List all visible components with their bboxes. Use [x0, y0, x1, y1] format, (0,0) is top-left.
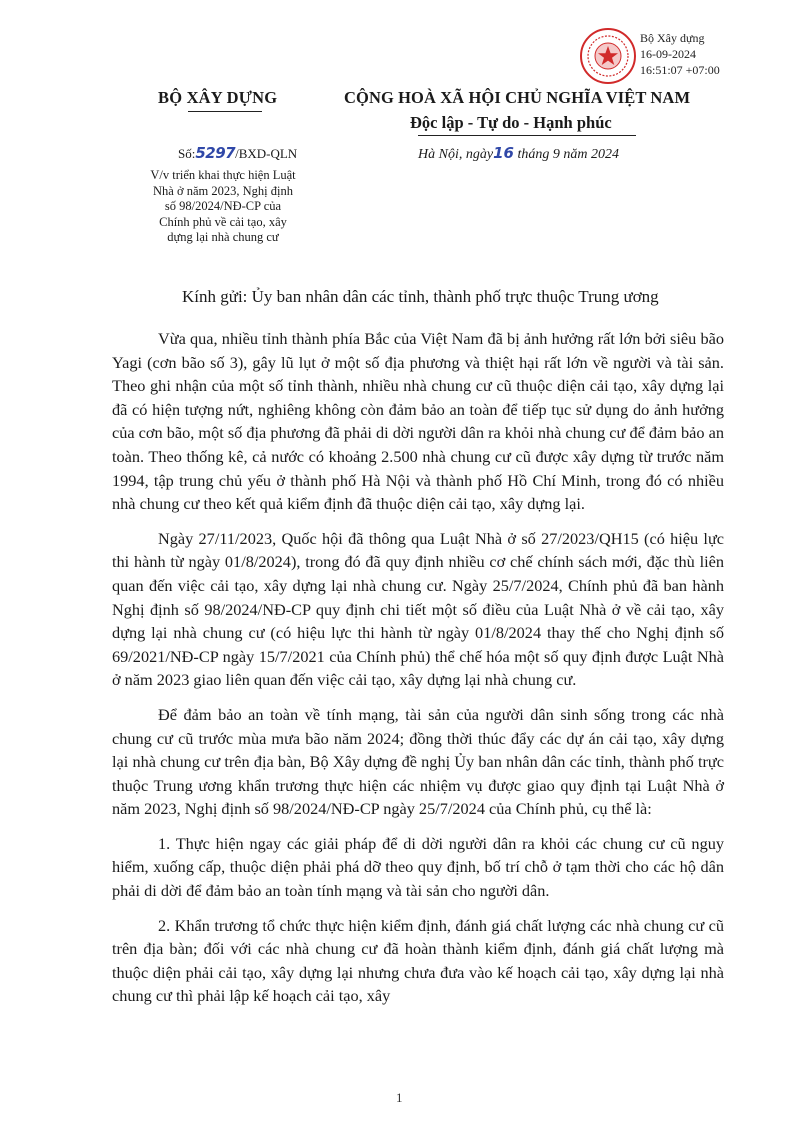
body-paragraph: 2. Khẩn trương tổ chức thực hiện kiểm định, đánh giá chất lượng các nhà chung cư cũ trên địa bàn; đối với các nhà chung cư đã hoàn thành kiểm định, đánh giá chất lượng mà thuộc diện phải cải tạo, xây dựng lại nhưng chưa đưa vào kế hoạch cải tạo, xây dựng lại nhà chung cư thì phải lập kế hoạch cải tạo, xây [112, 915, 724, 1006]
salutation: Kính gửi: Ủy ban nhân dân các tỉnh, thành phố trực thuộc Trung ương [182, 287, 659, 306]
signature-time: 16:51:07 +07:00 [640, 63, 720, 77]
issuing-organization: BỘ XÂY DỰNG [158, 88, 278, 107]
org-underline [188, 111, 262, 112]
signature-date: 16-09-2024 [640, 47, 696, 61]
digital-signature [640, 30, 720, 78]
doc-number-prefix: Số: [178, 146, 196, 161]
national-title: CỘNG HOÀ XÃ HỘI CHỦ NGHĨA VIỆT NAM [344, 88, 691, 107]
signature-name: Bộ Xây dựng [640, 31, 705, 45]
page-number: 1 [396, 1090, 403, 1105]
place-and-date [418, 144, 619, 163]
doc-number-suffix: /BXD-QLN [235, 146, 298, 161]
place-day-handwritten: 16 [493, 144, 514, 162]
place-suffix: tháng 9 năm 2024 [517, 147, 619, 162]
document-subject: V/v triển khai thực hiện Luật Nhà ở năm 2023, Nghị định số 98/2024/NĐ-CP của Chính phủ về cải tạo, xây dựng lại nhà chung cư [150, 168, 296, 244]
document-number [178, 144, 297, 162]
body-paragraph: Vừa qua, nhiều tỉnh thành phía Bắc của Việt Nam đã bị ảnh hưởng rất lớn bởi siêu bão Yagi (cơn bão số 3), gây lũ lụt ở một số địa phương và thiệt hại rất lớn về người và tài sản. Theo ghi nhận của một số tỉnh thành, nhiều nhà chung cư cũ thuộc diện cải tạo, xây dựng lại đã có hiện tượng nứt, nghiêng không còn đảm bảo an toàn để tiếp tục sử dụng do ảnh hưởng của cơn bão, một số địa phương đã phải di dời người dân ra khỏi nhà chung cư để đảm bảo an toàn. Theo thống kê, cả nước có khoảng 2.500 nhà chung cư cũ được xây dựng từ trước năm 1994, tập trung chủ yếu ở thành phố Hà Nội và thành phố Hồ Chí Minh, trong đó có nhiều nhà chung cư theo kết quả kiểm định đã thuộc diện cải tạo, xây dựng lại. [112, 329, 724, 514]
place-prefix: Hà Nội, ngày [418, 147, 494, 162]
body-paragraph: Ngày 27/11/2023, Quốc hội đã thông qua Luật Nhà ở số 27/2023/QH15 (có hiệu lực thi hành từ ngày 01/8/2024), trong đó đã quy định nhiều cơ chế chính sách mới, đặc thù liên quan đến việc cải tạo, xây dựng lại nhà chung cư. Ngày 25/7/2024, Chính phủ đã ban hành Nghị định số 98/2024/NĐ-CP quy định chi tiết một số điều của Luật Nhà ở về cải tạo, xây dựng lại nhà chung cư (có hiệu lực thi hành từ ngày 01/8/2024 thay thế cho Nghị định số 69/2021/NĐ-CP ngày 15/7/2021 của Chính phủ) thể chế hóa một số quy định được Luật Nhà ở năm 2023 giao liên quan đến việc cải tạo, xây dựng lại nhà chung cư. [112, 528, 724, 690]
document-body [112, 327, 724, 1019]
doc-number-handwritten: 5297 [195, 144, 236, 162]
national-motto: Độc lập - Tự do - Hạnh phúc [410, 113, 612, 132]
body-paragraph: Để đảm bảo an toàn về tính mạng, tài sản của người dân sinh sống trong các nhà chung cư cũ trước mùa mưa bão năm 2024; đồng thời thúc đẩy các dự án cải tạo, xây dựng lại nhà chung cư trên địa bàn, Bộ Xây dựng đề nghị Ủy ban nhân dân các tỉnh, thành phố trực thuộc Trung ương khẩn trương thực hiện các nhiệm vụ được giao quy định tại Luật Nhà ở năm 2023, Nghị định số 98/2024/NĐ-CP ngày 25/7/2024 của Chính phủ, cụ thể là: [112, 704, 724, 819]
motto-underline [418, 135, 636, 136]
national-emblem-stamp-icon [578, 26, 638, 86]
body-paragraph: 1. Thực hiện ngay các giải pháp để di dời người dân ra khỏi các chung cư cũ nguy hiểm, xuống cấp, thuộc diện phải phá dỡ theo quy định, bố trí chỗ ở tạm thời cho các hộ dân phải di dời để đảm bảo an toàn tính mạng và tài sản cho người dân. [112, 833, 724, 901]
